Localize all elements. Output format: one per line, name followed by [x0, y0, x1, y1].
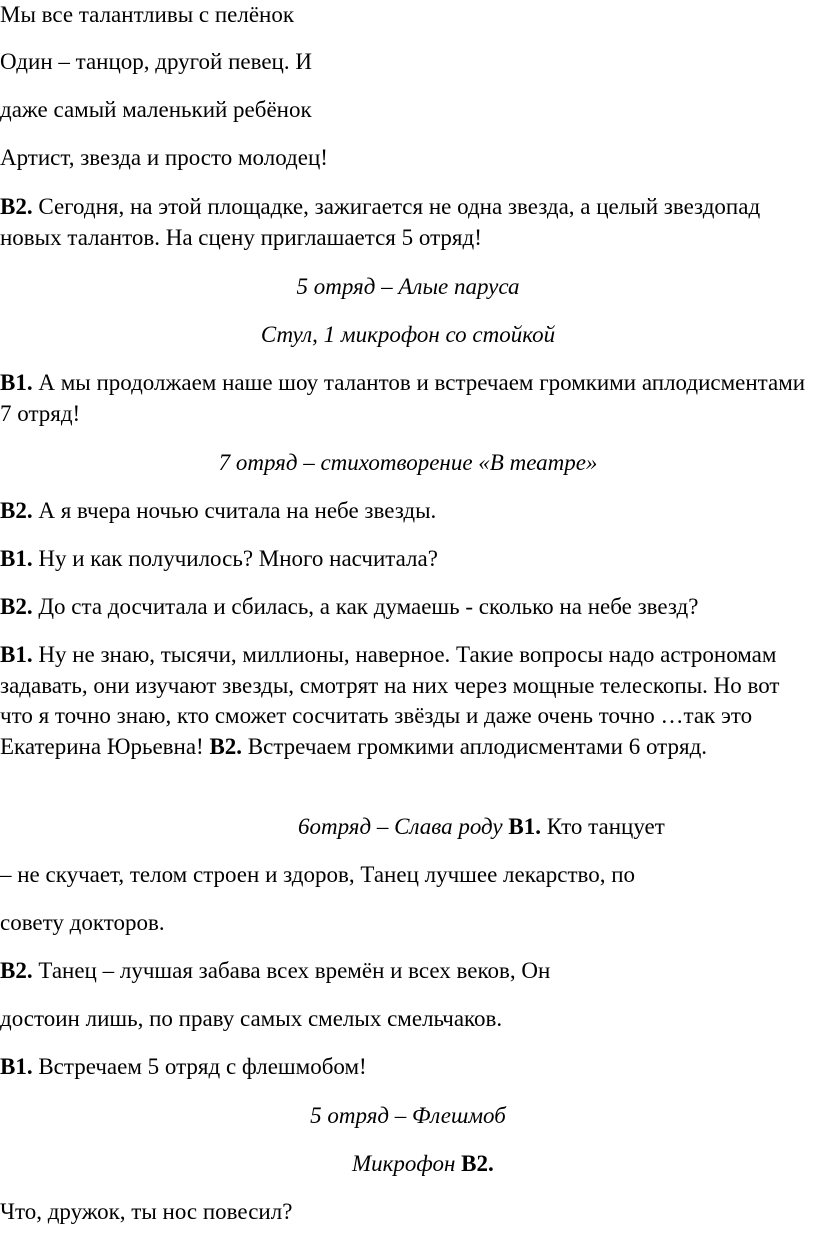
- paragraph-b2-dance-line2: достоин лишь, по праву самых смелых смельчаков.: [0, 1006, 503, 1031]
- paragraph-text: Танец – лучшая забава всех времён и всех веков, Он: [32, 958, 551, 983]
- act-title-flashmob: 5 отряд – Флешмоб: [310, 1103, 506, 1128]
- poem-line-2: Один – танцор, другой певец. И: [0, 49, 312, 74]
- paragraph-b1-astronomers: [0, 640, 816, 762]
- speaker-label: В2.: [0, 194, 33, 219]
- last-line: Что, дружок, ты нос повесил?: [0, 1199, 293, 1224]
- speaker-label: В1.: [0, 642, 33, 667]
- paragraph-text: Встречаем 5 отряд с флешмобом!: [32, 1054, 367, 1079]
- paragraph-text: А я вчера ночью считала на небе звезды.: [32, 498, 437, 523]
- act-title-alye-parusa: 5 отряд – Алые паруса: [296, 274, 520, 299]
- paragraph-text: Встречаем громкими аплодисментами 6 отряд.: [242, 733, 708, 759]
- paragraph-text: Ну не знаю, тысячи, миллионы, наверное. Такие вопросы надо астрономам задавать, они изучают звезды, смотрят на них через мощные телескопы. Но вот что я точно знаю, кто сможет сосчитать звёзды и даже очень точно …так это Екатерина Юрьевна!: [0, 642, 780, 759]
- paragraph-b2-dance: [0, 956, 550, 986]
- speaker-label: В1.: [508, 814, 541, 839]
- paragraph-text: Сегодня, на этой площадке, зажигается не одна звезда, а целый звездопад новых талантов. На сцену приглашается 5 отряд!: [0, 194, 761, 250]
- speaker-label: В2.: [0, 958, 33, 983]
- speaker-label: В2.: [0, 594, 33, 619]
- paragraph-b2-intro: [0, 192, 816, 253]
- speaker-label: В2.: [461, 1151, 494, 1176]
- paragraph-text: Ну и как получилось? Много насчитала?: [32, 546, 438, 571]
- poem-line-3: даже самый маленький ребёнок: [0, 97, 312, 122]
- speaker-label: В1.: [0, 370, 33, 395]
- dance-line-2: совету докторов.: [0, 910, 165, 935]
- paragraph-text: До ста досчитала и сбилась, а как думаешь - сколько на небе звезд?: [32, 594, 699, 619]
- act-props: Микрофон: [352, 1151, 456, 1176]
- poem-line-1: Мы все талантливы с пелёнок: [0, 2, 295, 27]
- act-title-v-teatre: 7 отряд – стихотворение «В театре»: [218, 450, 598, 475]
- act-title-slava-rodu-line: [298, 812, 665, 842]
- dance-line-1: – не скучает, телом строен и здоров, Танец лучшее лекарство, по: [0, 862, 636, 887]
- act-props-line: [352, 1149, 494, 1179]
- speaker-label: В2.: [0, 498, 33, 523]
- speaker-label: В1.: [0, 1054, 33, 1079]
- paragraph-b1-show: [0, 368, 816, 429]
- speaker-label: В1.: [0, 546, 33, 571]
- paragraph-b1-question: [0, 544, 438, 574]
- paragraph-b2-stars: [0, 496, 436, 526]
- speaker-label: В2.: [209, 733, 243, 759]
- paragraph-text: А мы продолжаем наше шоу талантов и встречаем громкими аплодисментами 7 отряд!: [0, 370, 806, 426]
- paragraph-b2-count: [0, 592, 698, 622]
- act-title: 6отряд – Слава роду: [298, 814, 503, 839]
- act-props: Стул, 1 микрофон со стойкой: [260, 322, 556, 347]
- paragraph-b1-flashmob: [0, 1052, 367, 1082]
- poem-line-4: Артист, звезда и просто молодец!: [0, 145, 328, 170]
- paragraph-text: Кто танцует: [540, 814, 665, 839]
